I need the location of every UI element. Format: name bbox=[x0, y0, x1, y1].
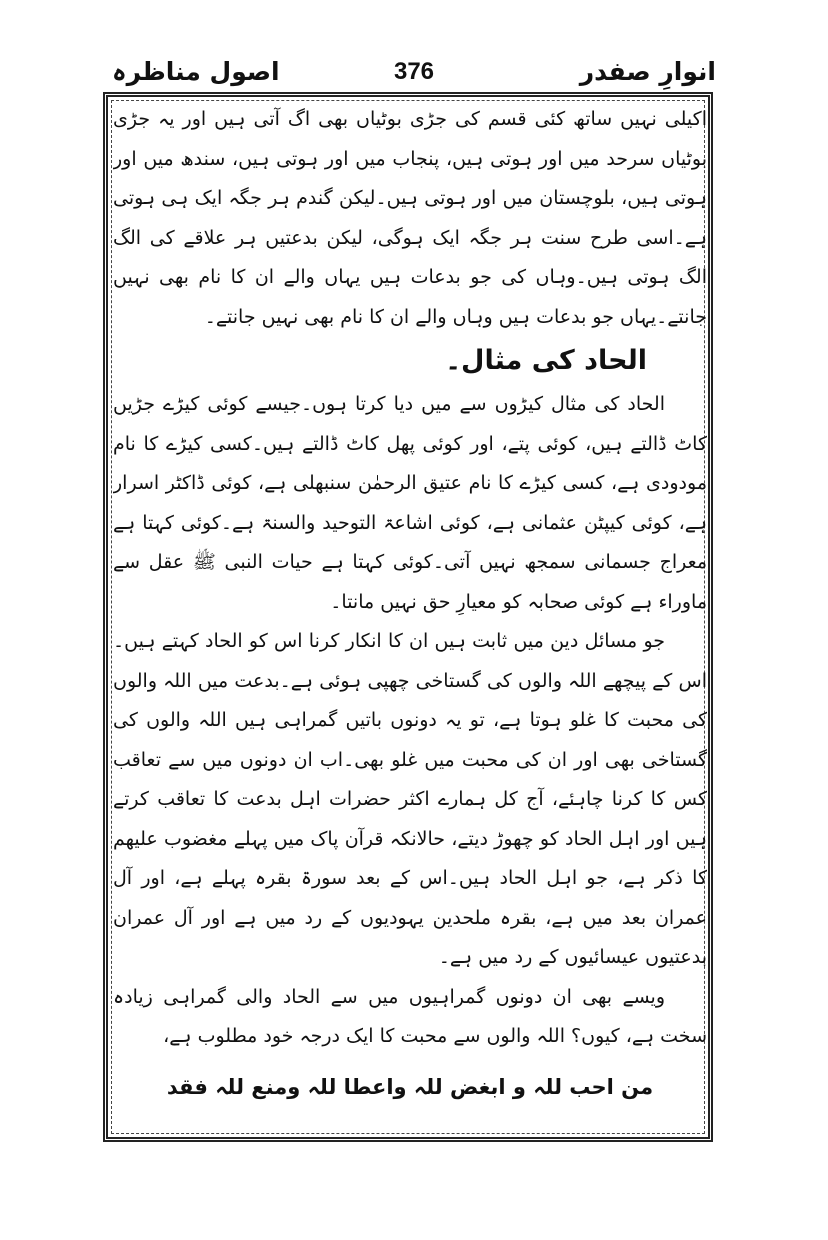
book-title: انوارِ صفدر bbox=[579, 57, 716, 86]
body-paragraph: الحاد کی مثال کیڑوں سے میں دیا کرتا ہوں۔جیسے کوئی کیڑے جڑیں کاٹ ڈالتے ہیں، کوئی پتے، اور کوئی پھل کاٹ ڈالتے ہیں۔کسی کیڑے کا نام مودودی ہے، کسی کیڑے کا نام عتیق الرحمٰن سنبھلی ہے، کوئی ڈاکٹر اسرار ہے، کوئی کیپٹن عثمانی ہے، کوئی اشاعۃ التوحید والسنۃ ہے۔کوئی کہتا ہے معراج جسمانی سمجھ نہیں آتی۔کوئی کہتا ہے حیات النبی ﷺ عقل سے ماوراء ہے کوئی صحابہ کو معیارِ حق نہیں مانتا۔ bbox=[113, 393, 707, 613]
body-paragraph: جو مسائل دین میں ثابت ہیں ان کا انکار کرنا اس کو الحاد کہتے ہیں۔اس کے پیچھے اللہ والوں کی گستاخی چھپی ہوئی ہے۔بدعت میں اللہ والوں کی محبت کا غلو ہوتا ہے، تو یہ دونوں باتیں گمراہی ہیں اللہ والوں کی گستاخی بھی اور ان کی محبت میں غلو بھی۔اب ان دونوں میں سے تعاقب کس کا کرنا چاہئے، آج کل ہمارے اکثر حضرات اہل بدعت کا تعاقب کرتے ہیں اور اہل الحاد کو چھوڑ دیتے، حالانکہ قرآن پاک میں پہلے مغضوب علیھم کا ذکر ہے، جو اہل الحاد ہیں۔اس کے بعد سورۃ بقرہ پہلے ہے، اور آل عمران بعد میں ہے، بقرہ ملحدین یہودیوں کے رد میں ہے اور آل عمران بدعتیوں عیسائیوں کے رد میں ہے۔ bbox=[113, 630, 707, 968]
section-heading: الحاد کی مثال۔ bbox=[445, 345, 647, 376]
body-paragraph: اکیلی نہیں ساتھ کئی قسم کی جڑی بوٹیاں بھی اگ آتی ہیں اور یہ جڑی بوٹیاں سرحد میں اور ہوتی ہیں، پنجاب میں اور ہوتی ہیں، سندھ میں اور ہوتی ہیں، بلوچستان میں اور ہوتی ہیں۔لیکن گندم ہر جگہ ایک ہی ہوتی ہے۔اسی طرح سنت ہر جگہ ایک ہوگی، لیکن بدعتیں ہر علاقے کی الگ الگ ہوتی ہیں۔وہاں کی جو بدعات ہیں یہاں والے ان کا نام بھی نہیں جانتے۔یہاں جو بدعات ہیں وہاں والے ان کا نام بھی نہیں جانتے۔ bbox=[113, 108, 707, 328]
page-content bbox=[113, 100, 707, 1130]
arabic-quote: من احب للہ و ابغض للہ واعطا للہ ومنع للہ فقد bbox=[166, 1074, 654, 1099]
chapter-title: اصول مناظرہ bbox=[112, 57, 280, 86]
page-number: 376 bbox=[393, 58, 435, 85]
page-header bbox=[112, 52, 716, 92]
body-paragraph: ویسے بھی ان دونوں گمراہیوں میں سے الحاد والی گمراہی زیادہ سخت ہے، کیوں؟ اللہ والوں سے محبت کا ایک درجہ خود مطلوب ہے، bbox=[113, 985, 707, 1047]
